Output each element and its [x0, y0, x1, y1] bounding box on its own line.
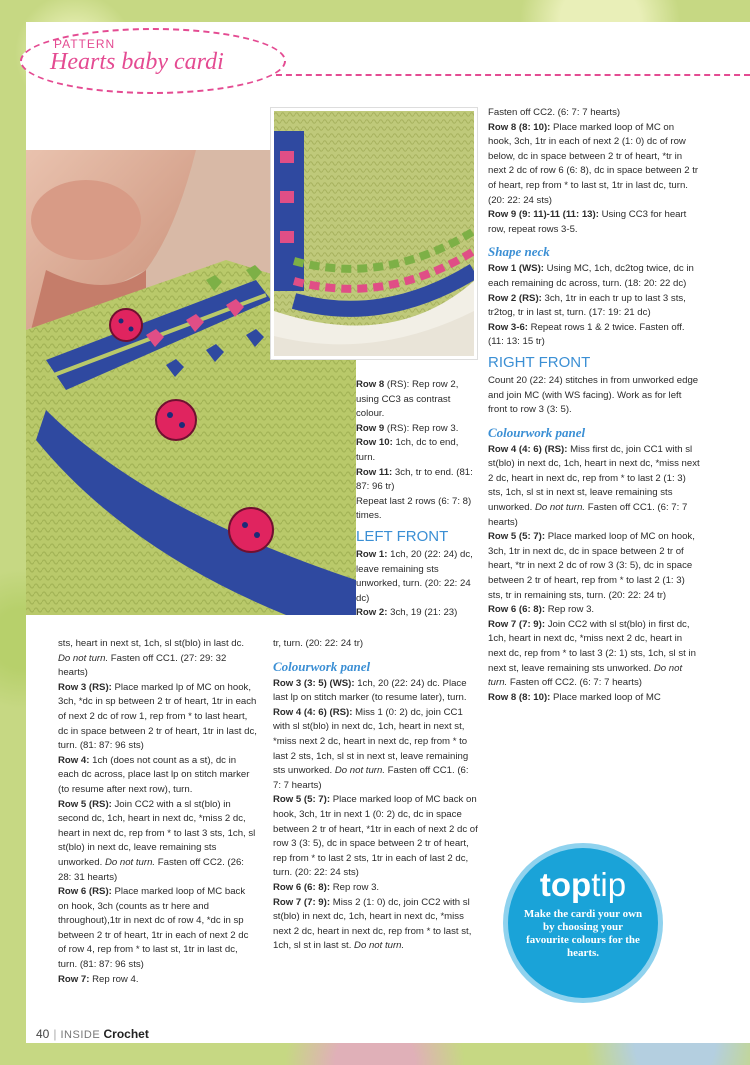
text-run: Fasten off CC1. (6: 7: 7 hearts) — [488, 502, 688, 528]
text-run: tr, turn. (20: 22: 24 tr) — [273, 638, 364, 649]
text-run: Place marked loop of MC back on hook, 3ch, 1tr in next 1 (0: 2) dc, dc in space between 2 tr of heart, *1tr in each of next 2 dc of row 3 (3: 5), dc in space between 2 tr of heart, rep from * to last 2 sts, 1tr in each of last 2 dc, turn. (20: 22: 24 sts) — [273, 794, 478, 879]
page-footer — [36, 1027, 149, 1041]
text-run: 3ch, tr to end. (81: 87: 96 tr) — [356, 466, 473, 493]
text-run: Row 3 (RS): — [58, 681, 112, 693]
text-run: Row 3 (3: 5) (WS): — [273, 677, 355, 689]
top-tip-word-top: top — [539, 866, 592, 903]
instruction-paragraph — [488, 106, 700, 121]
text-run: Do not turn. — [58, 652, 109, 664]
text-column-3 — [488, 106, 700, 705]
top-tip-word-tip: tip — [591, 866, 627, 903]
magazine-prefix: INSIDE — [60, 1029, 101, 1041]
instruction-paragraph — [488, 321, 700, 350]
instruction-paragraph — [488, 262, 700, 291]
instruction-paragraph — [58, 637, 258, 681]
text-run: Row 7 (7: 9): — [273, 896, 331, 908]
text-run: FRONT — [392, 527, 449, 545]
text-run: Fasten off CC2. (26: 28: 31 hearts) — [58, 856, 244, 883]
text-run: Miss 2 (1: 0) dc, join CC2 with sl st(blo) in next dc, 1ch, heart in next dc, *miss next 2 dc, heart in next dc, rep from * to last st, 1ch, sl st in last st. — [273, 896, 472, 952]
text-run: Miss 1 (0: 2) dc, join CC1 with sl st(blo) in next dc, 1ch, heart in next st, *miss next 2 dc, heart in next dc, rep from * to last 2 sts, 1ch, sl st in next st, leave remaining sts unworked. — [273, 706, 469, 777]
section-kicker: PATTERN — [54, 37, 116, 51]
top-tip-text: Make the cardi your own by choosing your favourite colours for the hearts. — [523, 908, 643, 959]
top-tip-heading — [508, 868, 658, 902]
instruction-paragraph — [488, 530, 700, 603]
text-run: Rep row 3. — [545, 604, 595, 616]
text-run: Row 2 (RS): — [488, 292, 542, 304]
text-run: 1ch, 20 (22: 24) dc, leave remaining sts unworked, turn. (20: 22: 24 dc) — [356, 548, 473, 604]
text-run: sts, heart in next st, 1ch, sl st(blo) in last dc. — [58, 638, 245, 649]
text-column-beside-photo — [356, 378, 474, 621]
text-run: Row 6 (6: 8): — [488, 604, 546, 616]
page-number: 40 — [36, 1027, 50, 1041]
text-run: Row 1 (WS): — [488, 263, 544, 275]
instruction-paragraph — [273, 677, 479, 706]
text-run: Colourwork panel — [273, 658, 371, 674]
subsection-heading — [273, 658, 479, 675]
text-run: 1ch, 20 (22: 24) dc. Place last lp on stitch marker (to resume later), turn. — [273, 677, 467, 704]
text-run: Rep row 4. — [89, 973, 139, 985]
text-run: Fasten off CC2. (6: 7: 7 hearts) — [507, 677, 642, 689]
text-run: Do not turn. — [334, 765, 385, 777]
text-run: Row 6 (6: 8): — [273, 881, 331, 893]
text-run: Row 6 (RS): — [58, 886, 112, 898]
text-run: Fasten off CC1. (27: 29: 32 hearts) — [58, 652, 227, 679]
text-run: Row 9 — [356, 422, 385, 434]
text-run: Place marked lp of MC on hook, 3ch, *dc in sp between 2 tr of heart, 1tr in each of next 2 dc of row 1, rep from * to last heart, dc in space between 2 tr of heart, 1tr in last dc, turn. (81: 87: 96 sts) — [58, 681, 257, 752]
instruction-paragraph — [356, 606, 474, 621]
footer-separator: | — [53, 1027, 57, 1041]
instruction-paragraph — [488, 603, 700, 618]
header-dashed-line — [266, 74, 750, 76]
text-run: Using CC3 for heart row, repeat rows 3-5. — [488, 209, 687, 235]
text-column-2 — [273, 637, 479, 954]
magazine-name: Crochet — [103, 1027, 149, 1041]
instruction-paragraph — [488, 443, 700, 531]
text-column-1 — [58, 637, 258, 987]
text-run: Colourwork panel — [488, 424, 586, 440]
text-run: Do not turn. — [104, 856, 156, 868]
instruction-paragraph — [356, 436, 474, 465]
text-run: Join CC2 with a sl st(blo) in second dc, 1ch, heart in next dc, *miss 2 dc, heart in next dc, rep from * to last 3 sts, 1ch, sl st(blo) in next dc, leave remaining sts unworked. — [58, 798, 256, 868]
text-run: Row 4 (4: 6) (RS): — [273, 706, 353, 718]
instruction-paragraph — [488, 292, 700, 321]
subsection-heading — [488, 424, 700, 441]
text-run: Place marked loop of MC on hook, 3ch, 1tr in each of next 2 (1: 0) dc of row below, dc in space between 2 tr of heart, *tr in next 2 dc of row 6 (6: 8), dc in space between 2 tr of heart, rep from * to last st, 1tr in last dc, turn. (20: 22: 24 sts) — [488, 121, 699, 206]
text-run: Row 1: — [356, 548, 388, 560]
text-run: LEFT — [356, 527, 393, 545]
text-run: Miss first dc, join CC1 with sl st(blo) in next dc, 1ch, heart in next dc, *miss next 2 dc, heart in next dc, rep from * to last 2 (1: 3) sts, 1ch, sl st in next st, leave remaining sts unworked. — [488, 443, 700, 514]
text-run: Fasten off CC1. (6: 7: 7 hearts) — [273, 765, 469, 791]
instruction-paragraph — [58, 885, 258, 973]
instruction-paragraph — [488, 618, 700, 691]
instruction-paragraph — [273, 793, 479, 881]
instruction-paragraph — [273, 881, 479, 896]
text-run: 1ch, dc to end, turn. — [356, 437, 459, 463]
page-title: Hearts baby cardi — [50, 49, 224, 75]
text-run: Do not turn. — [488, 662, 683, 689]
instruction-paragraph — [58, 681, 258, 754]
text-run: Row 7 (7: 9): — [488, 618, 546, 630]
text-run: Count 20 (22: 24) stitches in from unworked edge and join MC (with WS facing). Work as for left front to row 3 (3: 5). — [488, 374, 699, 416]
magazine-page — [26, 22, 750, 1043]
text-run: 3ch, 19 (21: 23) — [387, 607, 458, 619]
text-run: Do not turn. — [534, 502, 586, 514]
instruction-paragraph — [356, 495, 474, 524]
text-run: Row 9 (9: 11)-11 (11: 13): — [488, 209, 599, 221]
cardigan-detail-photo — [271, 108, 477, 359]
instruction-paragraph — [58, 973, 258, 988]
text-run: 3ch, 1tr in each tr up to last 3 sts, tr2tog, tr in last st, turn. (17: 19: 21 dc) — [488, 292, 686, 319]
text-run: Row 4: — [58, 754, 90, 766]
text-run: Repeat last 2 rows (6: 7: 8) times. — [356, 495, 472, 522]
text-run: Row 5 (5: 7): — [488, 531, 546, 543]
text-run: Row 3-6: — [488, 321, 528, 333]
instruction-paragraph — [273, 706, 479, 794]
instruction-paragraph — [488, 208, 700, 237]
instruction-paragraph — [356, 378, 474, 422]
text-run: Row 8 (8: 10): — [488, 691, 551, 703]
text-run: Row 7: — [58, 973, 90, 985]
text-run: Row 2: — [356, 607, 388, 619]
text-run: Row 4 (4: 6) (RS): — [488, 443, 568, 455]
text-run: Row 8 (8: 10): — [488, 121, 551, 133]
instruction-paragraph — [488, 121, 700, 209]
text-run: Rep row 3. — [330, 881, 380, 893]
text-run: Repeat rows 1 & 2 twice. Fasten off. (11: 13: 15 tr) — [488, 321, 685, 348]
instruction-paragraph — [356, 466, 474, 495]
instruction-paragraph — [58, 798, 258, 886]
instruction-paragraph — [356, 422, 474, 437]
text-run: Row 8 — [356, 379, 385, 390]
instruction-paragraph — [356, 548, 474, 606]
subsection-heading — [488, 243, 700, 260]
text-run: (RS): Rep row 2, using CC3 as contrast colour. — [356, 379, 459, 420]
section-heading — [356, 528, 474, 546]
text-run: Using MC, 1ch, dc2tog twice, dc in each remaining dc across, turn. (18: 20: 22 dc) — [488, 263, 694, 289]
instruction-paragraph — [273, 637, 479, 652]
instruction-paragraph — [488, 374, 700, 418]
text-run: FRONT — [534, 353, 591, 371]
text-run: Do not turn. — [354, 940, 405, 952]
text-run: Join CC2 with sl st(blo) in first dc, 1ch, heart in next dc, *miss next 2 dc, heart in next dc, rep from * to last 3 (2: 1) sts, 1ch, sl st in next st, leave remaining sts unworked. — [488, 618, 696, 674]
text-run: RIGHT — [488, 353, 535, 371]
instruction-paragraph — [488, 691, 700, 706]
text-run: Row 5 (5: 7): — [273, 794, 331, 806]
text-run: Place marked loop of MC back on hook, 3ch (counts as tr here and throughout),1tr in next dc of row 4, *dc in sp between 2 tr of heart, 1tr in each of next 2 dc of row 4, rep from * to last st, 1tr in last dc, turn. (81: 87: 96 sts) — [58, 886, 249, 971]
text-run: Place marked loop of MC — [550, 691, 661, 703]
text-run: Row 11: — [356, 466, 393, 478]
text-run: Row 10: — [356, 437, 393, 449]
text-run: Shape neck — [488, 244, 550, 260]
text-run: Fasten off CC2. (6: 7: 7 hearts) — [488, 107, 621, 118]
section-heading — [488, 354, 700, 372]
text-run: Row 5 (RS): — [58, 798, 112, 810]
text-run: Place marked loop of MC on hook, 3ch, 1tr in next dc, dc in space between 2 tr of heart, *tr in next 2 dc of row 3 (3: 5), dc in space between 2 tr of heart, rep from * to last 2 (1: 3) sts, tr in remaining sts, turn. (20: 22: 24 tr) — [488, 531, 695, 601]
text-run: (RS): Rep row 3. — [384, 422, 459, 434]
instruction-paragraph — [273, 896, 479, 954]
instruction-paragraph — [58, 754, 258, 798]
text-run: 1ch (does not count as a st), dc in each dc across, place last lp on stitch marker (to resume after next row), turn. — [58, 754, 250, 795]
top-tip-badge — [508, 848, 658, 998]
